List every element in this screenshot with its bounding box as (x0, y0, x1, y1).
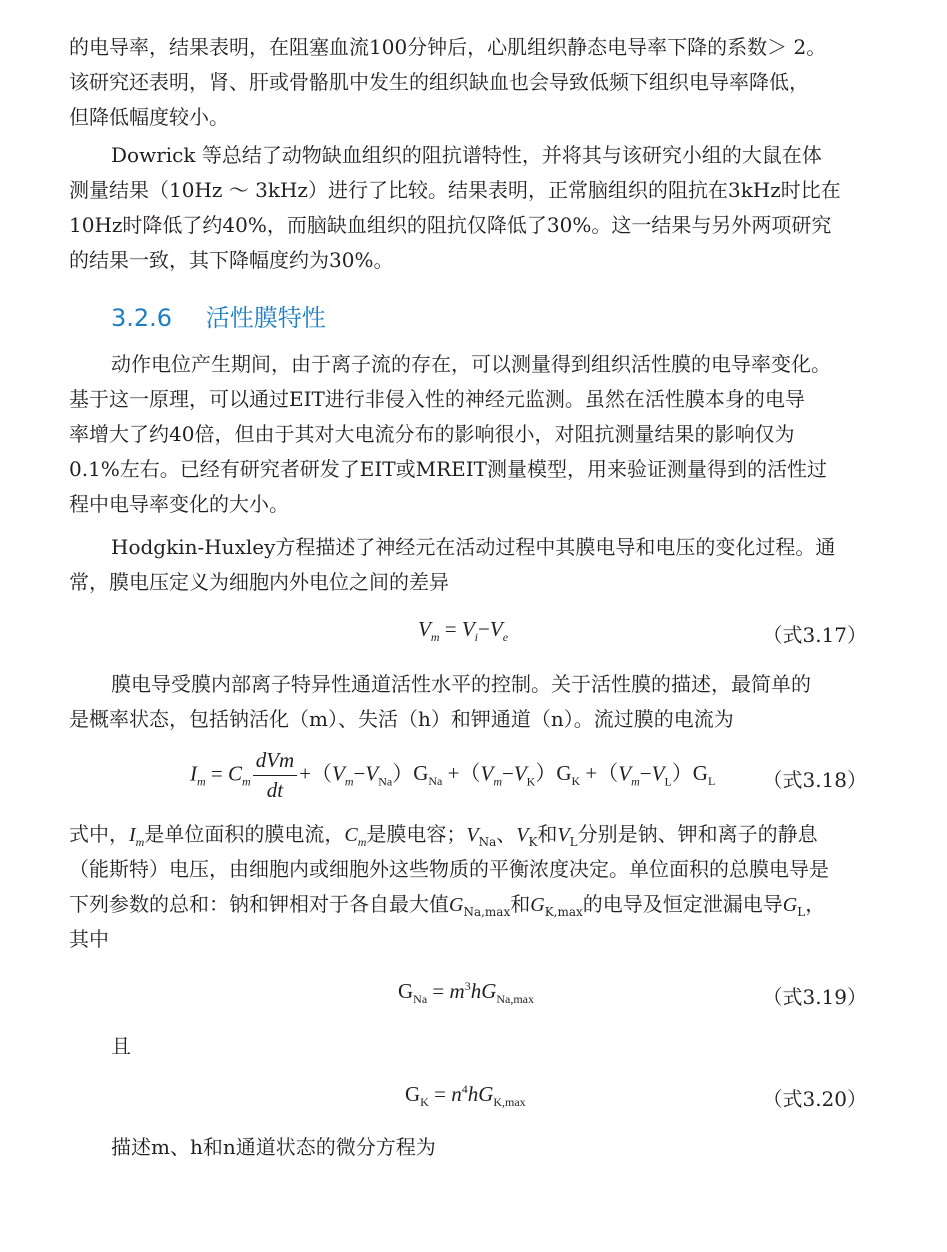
equation-number: （式3.18） (762, 768, 867, 792)
text-line: （能斯特）电压，由细胞内或细胞外这些物质的平衡浓度决定。单位面积的总膜电导是 (69, 857, 829, 881)
equation-3-17: $V_m = V_i-V_e$ (418, 617, 509, 645)
text-line: 且 (111, 1034, 131, 1058)
text-line: 测量结果（10Hz ～ 3kHz）进行了比较。结果表明，正常脑组织的阻抗在3kHz时比在 (69, 178, 841, 202)
text-line: Hodgkin-Huxley方程描述了神经元在活动过程中其膜电导和电压的变化过程。通 (111, 535, 836, 559)
paragraph-1 (69, 30, 864, 135)
text-line: 下列参数的总和：钠和钾相对于各自最大值$G_{Na,max}$和$G_{K,max}$的电导及恒定泄漏电导$G_L$， (69, 892, 826, 919)
text-line: 常，膜电压定义为细胞内外电位之间的差异 (69, 570, 449, 594)
text-span: 的电导及恒定泄漏电导 (582, 892, 783, 916)
text-line: 程中电导率变化的大小。 (69, 492, 289, 516)
text-line: 基于这一原理，可以通过EIT进行非侵入性的神经元监测。虽然在活性膜本身的电导 (69, 387, 805, 411)
paragraph-4 (69, 530, 864, 600)
text-line: 的电导率，结果表明，在阻塞血流100分钟后，心肌组织静态电导率下降的系数＞ 2。 (69, 35, 827, 59)
paragraph-5 (69, 667, 864, 737)
text-line: Dowrick 等总结了动物缺血组织的阻抗谱特性，并将其与该研究小组的大鼠在体 (111, 143, 822, 167)
equation-3-18: $I_m = C_m$ $\frac{\text{dVm}}{dt}$ $+(V_m-V_{Na})G_{Na} +(V_m-V_K)G_K +(V_m-V_L)G_L$ (190, 748, 716, 802)
text-line: 是概率状态，包括钠活化（m）、失活（h）和钾通道（n）。流过膜的电流为 (69, 707, 734, 731)
text-line: 该研究还表明，肾、肝或骨骼肌中发生的组织缺血也会导致低频下组织电导率降低， (69, 70, 809, 94)
section-title: 活性膜特性 (205, 304, 326, 332)
text-span: 下列参数的总和：钠和钾相对于各自最大值 (69, 892, 449, 916)
text-span: 分别是钠、钾和离子的静息 (577, 822, 818, 846)
paragraph-8 (69, 1130, 864, 1165)
text-span: 和 (537, 822, 558, 846)
paragraph-6 (69, 817, 864, 957)
text-span: 和 (510, 892, 531, 916)
text-span: 是单位面积的膜电流， (144, 822, 345, 846)
text-line: 的结果一致，其下降幅度约为30%。 (69, 248, 394, 272)
text-line: 式中，$I_m$是单位面积的膜电流，$C_m$是膜电容；$V_{Na}$、$V_K$和$V_L$分别是钠、钾和离子的静息 (69, 822, 818, 849)
section-heading (111, 298, 326, 333)
paragraph-2 (69, 138, 864, 278)
equation-3-19: $G_{Na} = m^3hG_{Na,max}$ (398, 979, 535, 1007)
paragraph-3 (69, 347, 864, 522)
equation-number: （式3.20） (762, 1087, 867, 1111)
equation-3-20: $G_K = n^4hG_{K,max}$ (405, 1082, 526, 1110)
text-line: 10Hz时降低了约40%，而脑缺血组织的阻抗仅降低了30%。这一结果与另外两项研究 (69, 213, 832, 237)
text-line: 但降低幅度较小。 (69, 105, 229, 129)
text-line: 描述m、h和n通道状态的微分方程为 (111, 1135, 436, 1159)
text-line: 动作电位产生期间，由于离子流的存在，可以测量得到组织活性膜的电导率变化。 (111, 352, 831, 376)
equation-number: （式3.17） (762, 623, 867, 647)
text-line: 其中 (69, 927, 109, 951)
text-span: ， (805, 892, 826, 916)
text-span: 是膜电容； (366, 822, 467, 846)
text-line: 膜电导受膜内部离子特异性通道活性水平的控制。关于活性膜的描述，最简单的 (111, 672, 811, 696)
text-span: 式中， (69, 822, 129, 846)
section-number: 3.2.6 (111, 304, 173, 332)
equation-number: （式3.19） (762, 985, 867, 1009)
text-line: 0.1%左右。已经有研究者研发了EIT或MREIT测量模型，用来验证测量得到的活性过 (69, 457, 828, 481)
text-line: 率增大了约40倍，但由于其对大电流分布的影响很小，对阻抗测量结果的影响仅为 (69, 422, 795, 446)
paragraph-7 (69, 1029, 864, 1064)
